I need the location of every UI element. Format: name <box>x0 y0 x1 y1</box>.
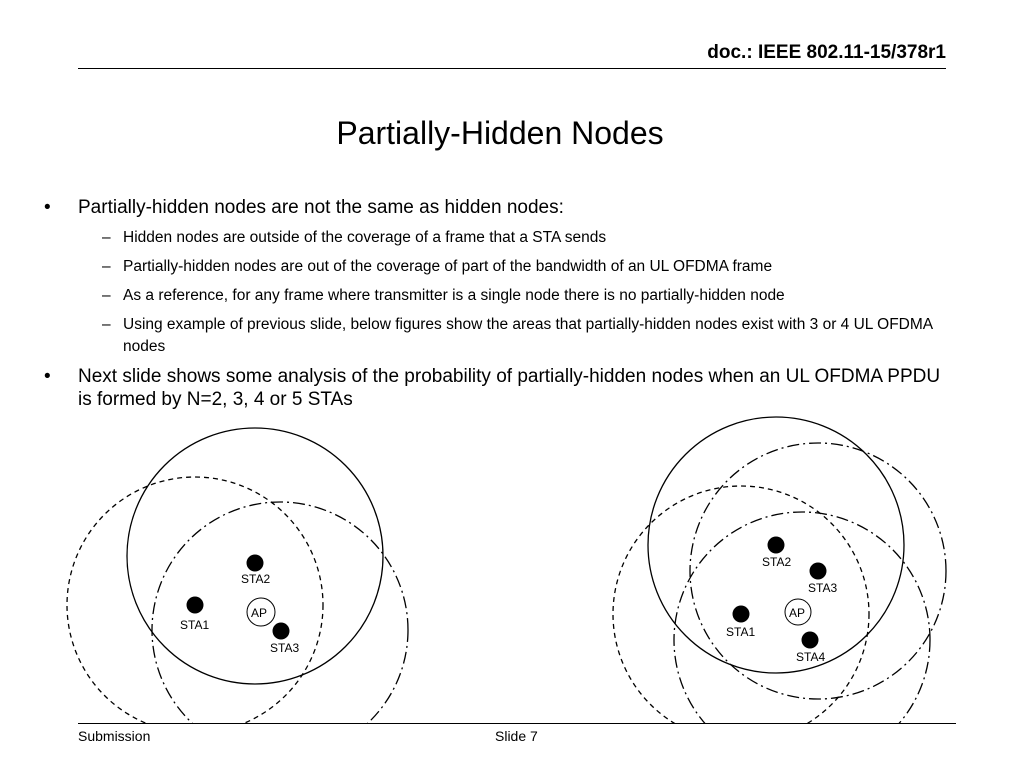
document-id: doc.: IEEE 802.11-15/378r1 <box>707 42 946 63</box>
sta3-label: STA3 <box>270 641 300 655</box>
sub-bullet-text: Hidden nodes are outside of the coverage of a frame that a STA sends <box>123 229 607 246</box>
bullet-dot: • <box>44 366 51 387</box>
sub-bullet-dash: – <box>102 258 111 275</box>
left-diagram <box>67 428 408 758</box>
sub-bullet-dash: – <box>102 229 111 246</box>
left-nodes <box>180 555 299 656</box>
ap-label: AP <box>251 606 268 620</box>
sta1-label: STA1 <box>726 625 756 639</box>
footer-submission: Submission <box>78 728 151 744</box>
bullet-text: Partially-hidden nodes are not the same as hidden nodes: <box>78 197 564 218</box>
slide-title: Partially-Hidden Nodes <box>336 115 664 151</box>
sub-bullet-text: Partially-hidden nodes are out of the coverage of part of the bandwidth of an UL OFDMA frame <box>123 258 773 275</box>
bullet-text: Next slide shows some analysis of the probability of partially-hidden nodes when an UL OFDMA PPDU is formed by N=2, 3, 4 or 5 STAs <box>78 366 941 410</box>
sub-bullet-text: As a reference, for any frame where transmitter is a single node there is no partially-hidden node <box>123 287 785 304</box>
sta4-node <box>802 632 819 649</box>
bullet-dot: • <box>44 197 51 218</box>
sta2-label: STA2 <box>241 572 271 586</box>
sta1-node <box>187 597 204 614</box>
sta2-label: STA2 <box>762 555 792 569</box>
sta3-label: STA3 <box>808 581 838 595</box>
ap-label: AP <box>789 606 806 620</box>
sta2-node <box>247 555 264 572</box>
right-nodes <box>726 537 837 665</box>
sta1-label: STA1 <box>180 618 210 632</box>
sta4-label: STA4 <box>796 650 826 664</box>
footer-slide-number: Slide 7 <box>495 728 538 744</box>
sta3-node <box>273 623 290 640</box>
sta3-node <box>810 563 827 580</box>
sta1-node <box>733 606 750 623</box>
sub-bullet-dash: – <box>102 287 111 304</box>
footer-rule <box>78 723 956 724</box>
right-diagram <box>613 417 946 768</box>
sub-bullet-text: Using example of previous slide, below figures show the areas that partially-hidden nodes exist with 3 or 4 UL OFDMA nodes <box>123 316 933 355</box>
sta2-node <box>768 537 785 554</box>
sub-bullet-dash: – <box>102 316 111 333</box>
